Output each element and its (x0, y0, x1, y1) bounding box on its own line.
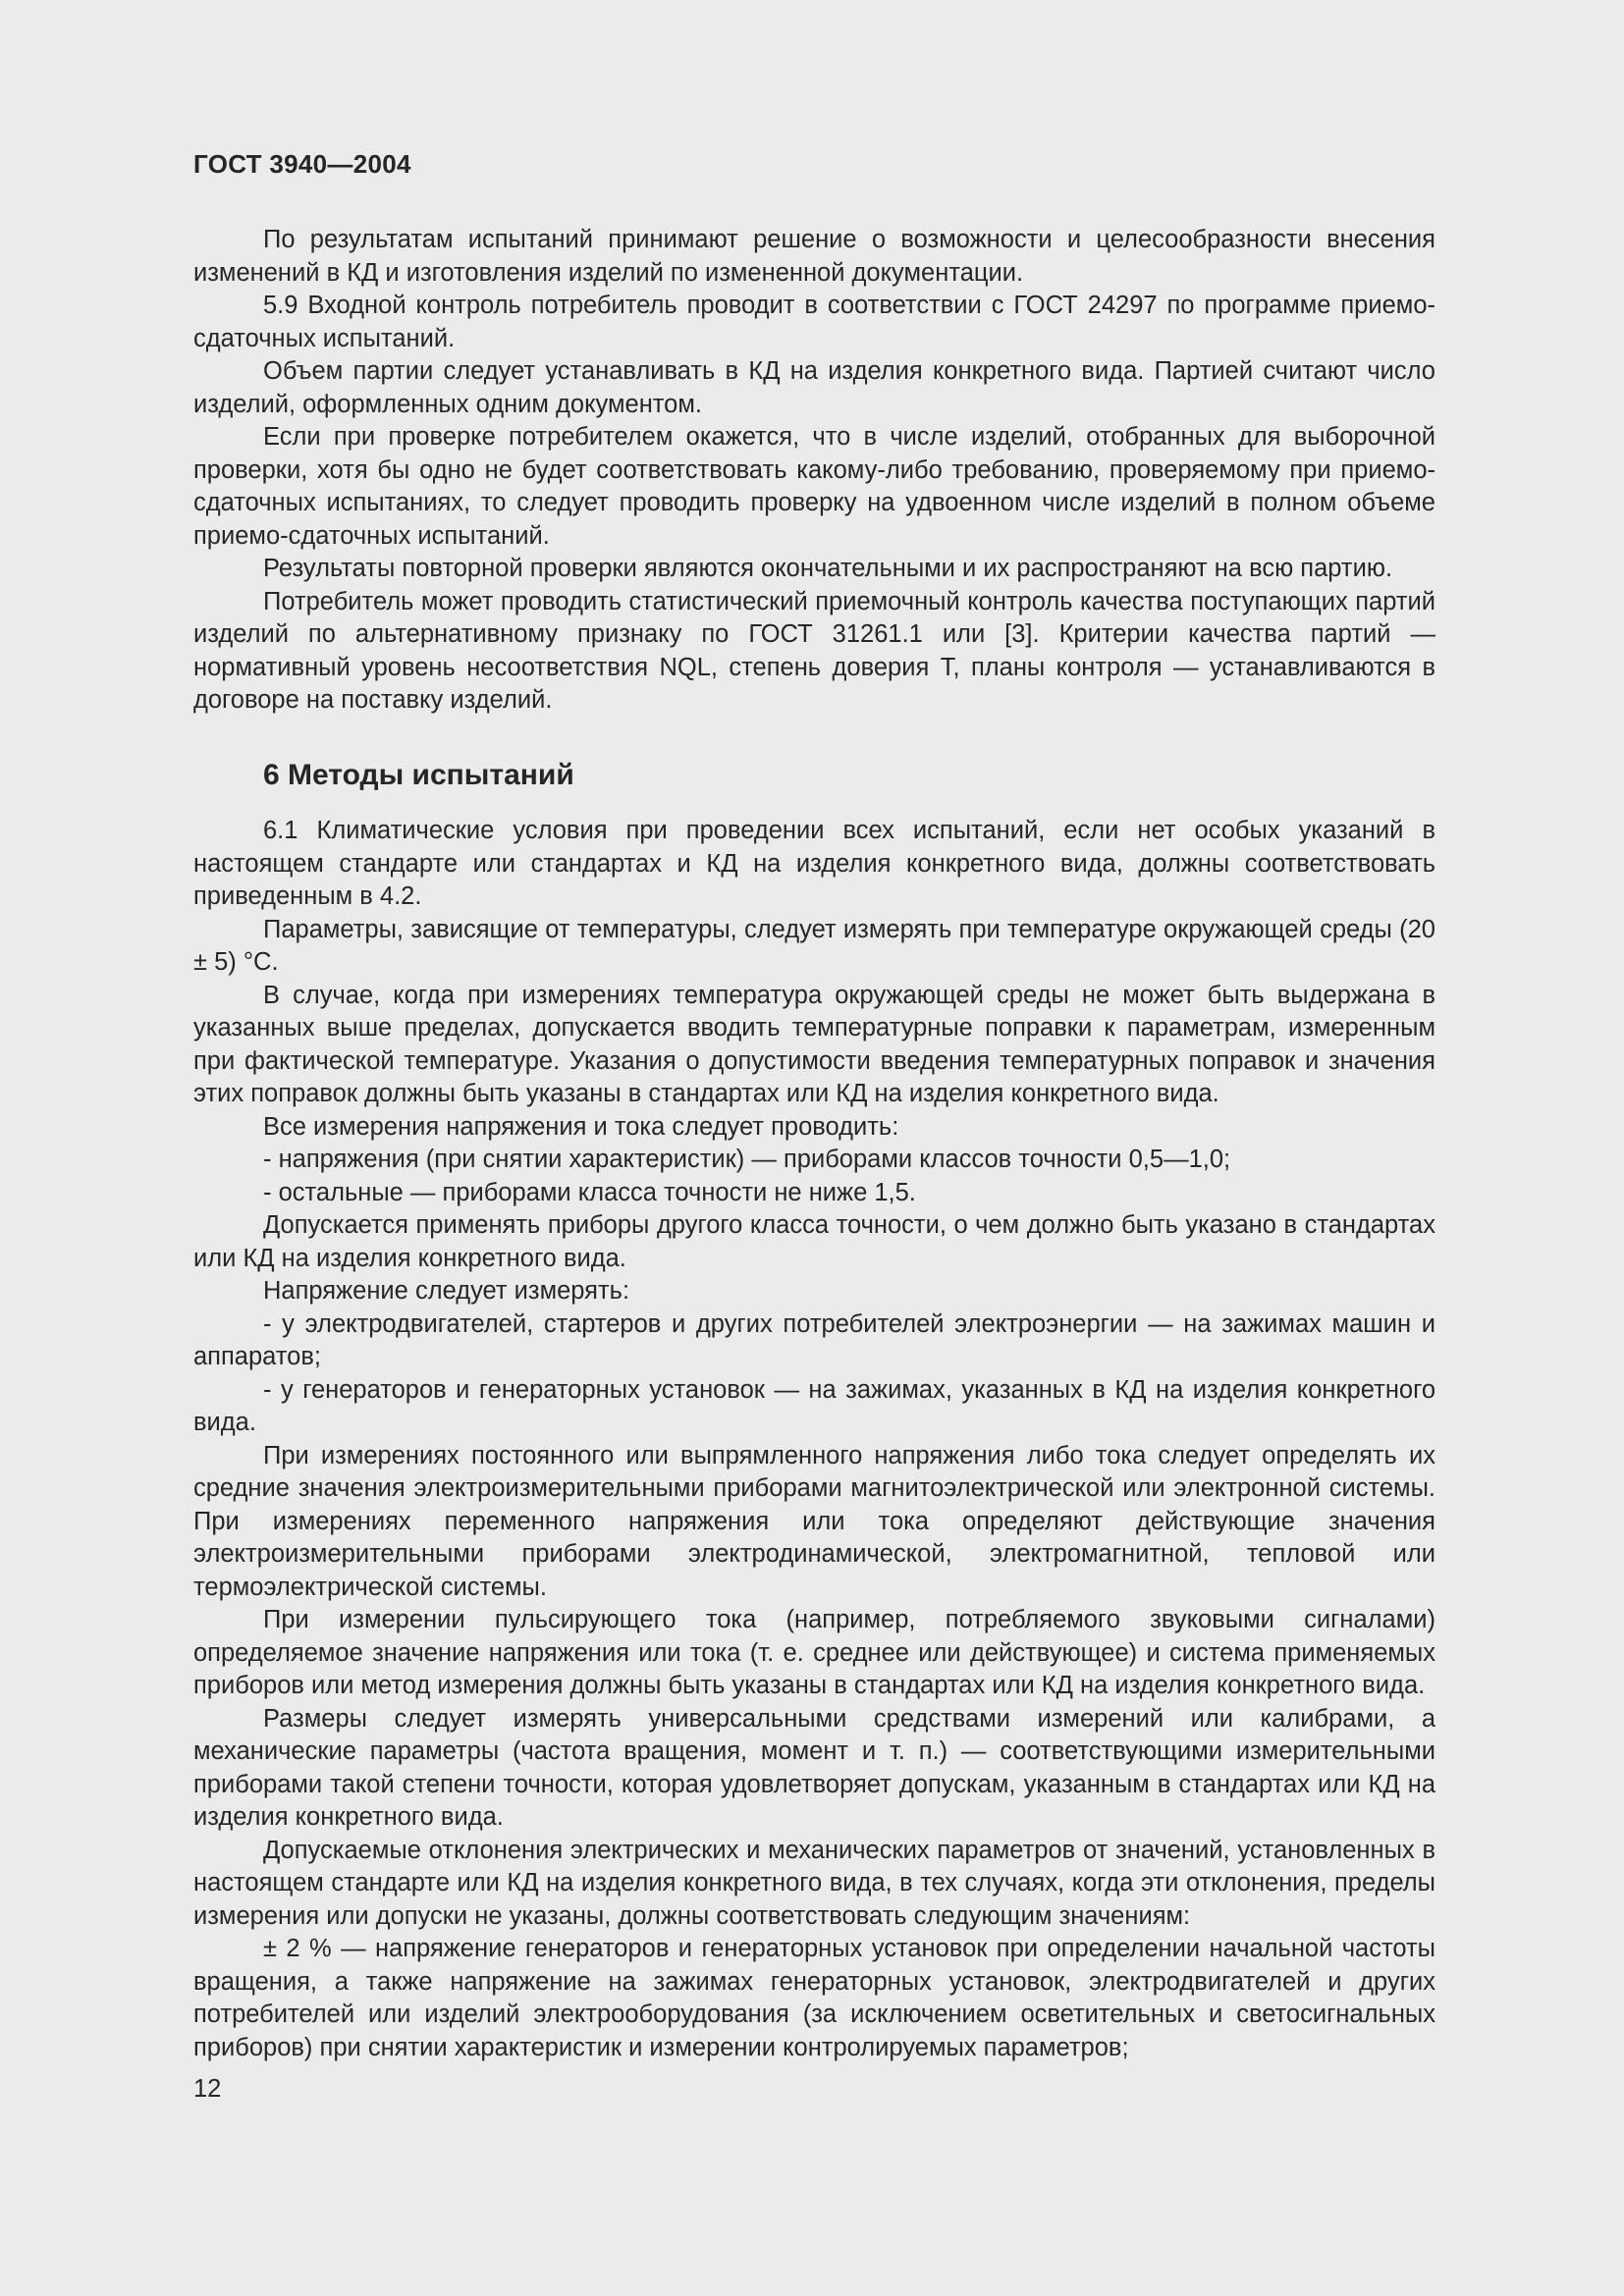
page-number: 12 (193, 2075, 222, 2103)
paragraph: 5.9 Входной контроль потребитель проводит в соответствии с ГОСТ 24297 по программе приемо-сдаточных испытаний. (193, 292, 1435, 352)
list-item: - у электродвигателей, стартеров и других потребителей электроэнергии — на зажимах машин и аппаратов; (193, 1309, 1435, 1370)
paragraph: При измерениях постоянного или выпрямленного напряжения либо тока следует определять их средние значения электроизмерительными приборами магнитоэлектрической или электронной системы. При измерениях переменного напряжения или тока определяют действующие значения электроизмерительными приборами электродинамической, электромагнитной, тепловой или термоэлектрической системы. (193, 1441, 1435, 1601)
paragraph: ± 2 % — напряжение генераторов и генераторных установок при определении начальной частоты вращения, а также напряжение на зажимах генераторных установок, электродвигателей и других потребителей или изделий электрооборудования (за исключением осветительных и светосигнальных приборов) при снятии характеристик и измерении контролируемых параметров; (193, 1935, 1435, 2061)
list-item: - остальные — приборами класса точности не ниже 1,5. (263, 1178, 916, 1206)
paragraph: Допускаемые отклонения электрических и механических параметров от значений, установленных в настоящем стандарте или КД на изделия конкретного вида, в тех случаях, когда эти отклонения, пределы измерения или допуски не указаны, должны соответствовать следующим значениям: (193, 1836, 1435, 1930)
list-item: - напряжения (при снятии характеристик) — приборами классов точности 0,5—1,0; (263, 1146, 1231, 1173)
paragraph: Объем партии следует устанавливать в КД на изделия конкретного вида. Партией считают число изделий, оформленных одним документом. (193, 357, 1435, 418)
paragraph: Потребитель может проводить статистический приемочный контроль качества поступающих партий изделий по альтернативному признаку по ГОСТ 31261.1 или [3]. Критерии качества партий — нормативный уровень несоответствия NQL, степень доверия T, планы контроля — устанавливаются в договоре на поставку изделий. (193, 587, 1435, 714)
section-6-text (193, 815, 1435, 2064)
paragraph: Все измерения напряжения и тока следует проводить: (263, 1112, 899, 1141)
paragraph: Параметры, зависящие от температуры, следует измерять при температуре окружающей среды (20 ± 5) °С. (193, 915, 1435, 976)
paragraph: Если при проверке потребителем окажется, что в числе изделий, отобранных для выборочной проверки, хотя бы одно не будет соответствовать какому-либо требованию, проверяемому при приемо-сдаточных испытаниях, то следует проводить проверку на удвоенном числе изделий в полном объеме приемо-сдаточных испытаний. (193, 423, 1435, 550)
section-5-text (193, 224, 1435, 718)
paragraph: При измерении пульсирующего тока (например, потребляемого звуковыми сигналами) определяемое значение напряжения или тока (т. е. среднее или действующее) и система применяемых приборов или метод измерения должны быть указаны в стандартах или КД на изделия конкретного вида. (193, 1606, 1435, 1699)
document-code-header: ГОСТ 3940—2004 (193, 149, 411, 179)
paragraph: В случае, когда при измерениях температура окружающей среды не может быть выдержана в указанных выше пределах, допускается вводить температурные поправки к параметрам, измеренным при фактической температуре. Указания о допустимости введения температурных поправок и значения этих поправок должны быть указаны в стандартах или КД на изделия конкретного вида. (193, 981, 1435, 1107)
paragraph: Допускается применять приборы другого класса точности, о чем должно быть указано в стандартах или КД на изделия конкретного вида. (193, 1211, 1435, 1272)
paragraph: Размеры следует измерять универсальными средствами измерений или калибрами, а механические параметры (частота вращения, момент и т. п.) — соответствующими измерительными приборами такой степени точности, которая удовлетворяет допускам, указанным в стандартах или КД на изделия конкретного вида. (193, 1704, 1435, 1831)
list-item: - у генераторов и генераторных установок — на зажимах, указанных в КД на изделия конкретного вида. (193, 1375, 1435, 1436)
paragraph: По результатам испытаний принимают решение о возможности и целесообразности внесения изменений в КД и изготовления изделий по измененной документации. (193, 226, 1435, 287)
paragraph: 6.1 Климатические условия при проведении всех испытаний, если нет особых указаний в настоящем стандарте или стандартах и КД на изделия конкретного вида, должны соответствовать приведенным в 4.2. (193, 817, 1435, 910)
section-6-title: 6 Методы испытаний (263, 759, 574, 791)
paragraph: Результаты повторной проверки являются окончательными и их распространяют на всю партию. (263, 555, 1393, 582)
paragraph: Напряжение следует измерять: (263, 1277, 630, 1305)
